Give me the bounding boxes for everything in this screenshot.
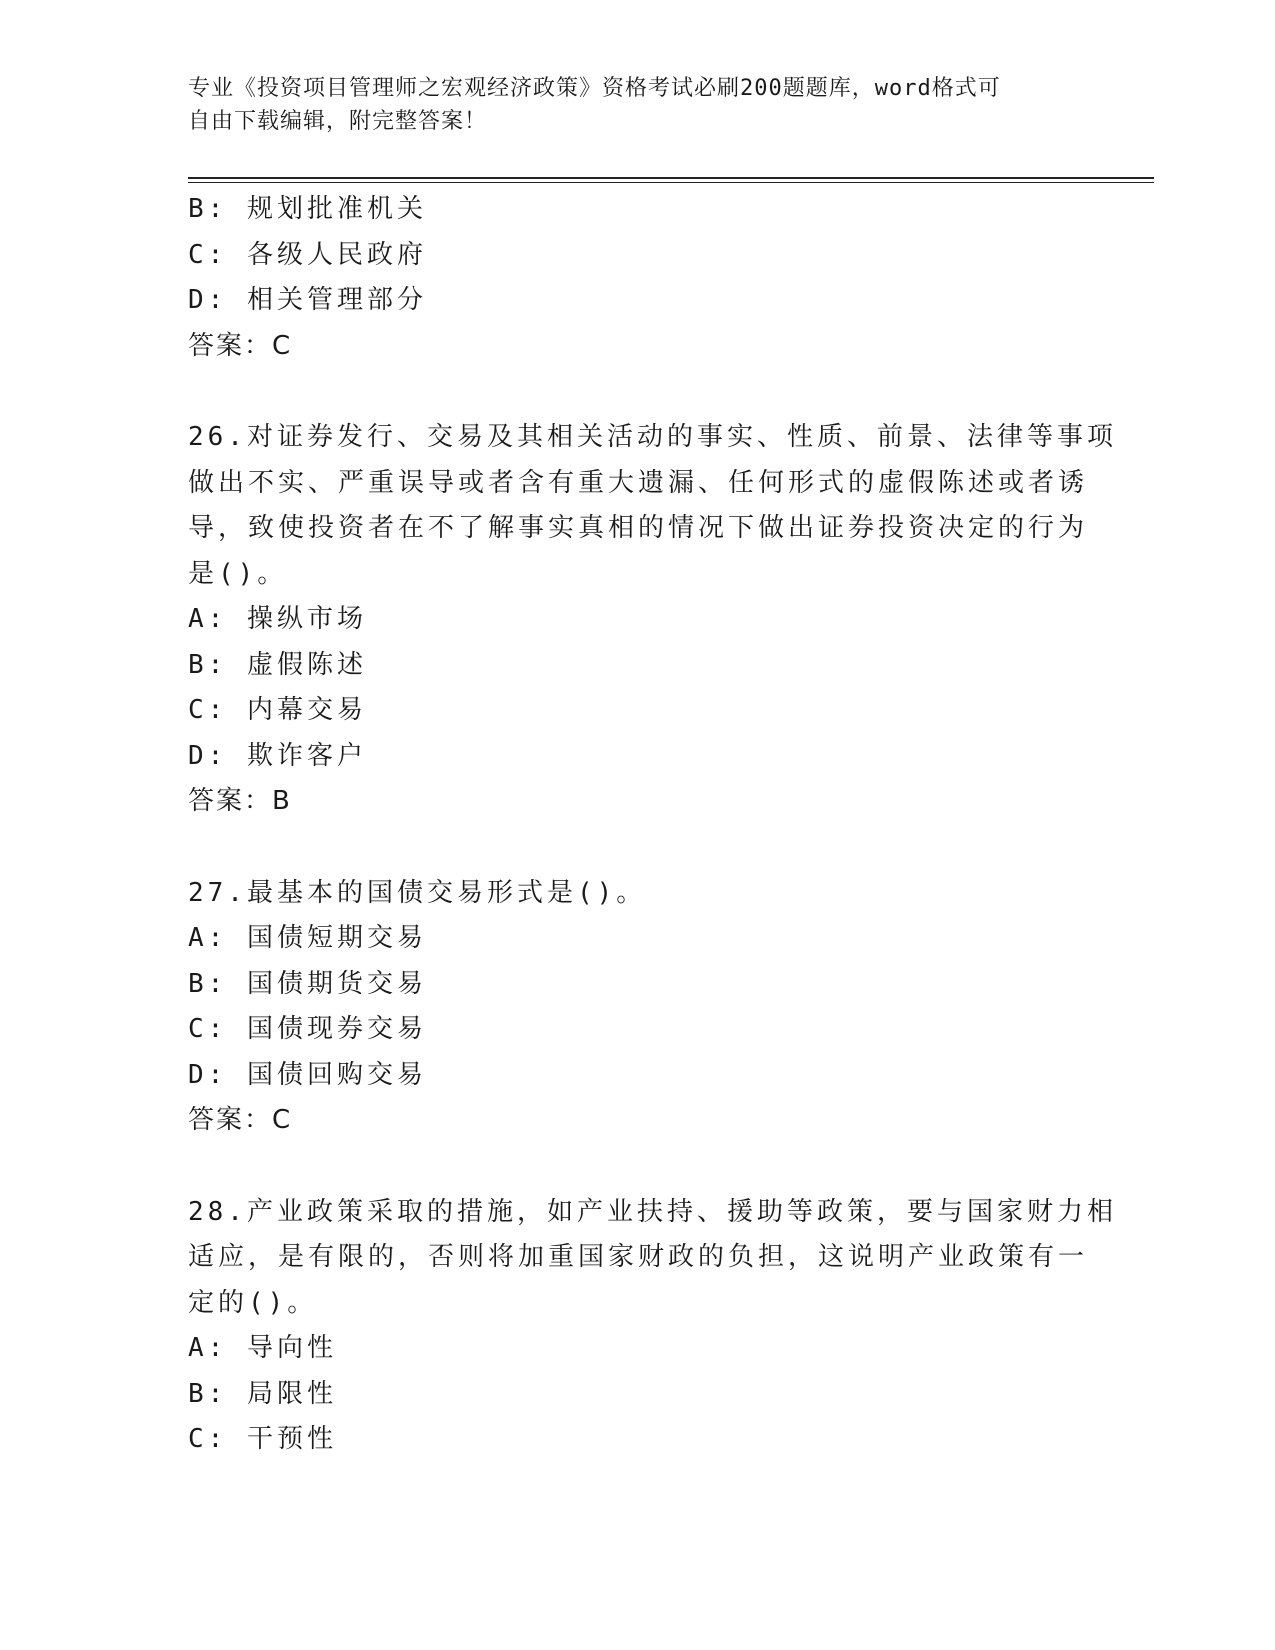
option-d: D: 相关管理部分 [188, 285, 427, 315]
header-divider-thick [188, 177, 1154, 179]
answer: 答案：B [188, 786, 292, 816]
option-c: C: 干预性 [188, 1424, 337, 1454]
question-text-line: 定的()。 [188, 1287, 318, 1318]
option-d: D: 国债回购交易 [188, 1059, 427, 1090]
option-a: A: 导向性 [188, 1333, 337, 1363]
option-b: B: 规划批准机关 [188, 194, 427, 224]
question-text-line: 28.产业政策采取的措施，如产业扶持、援助等政策，要与国家财力相 [188, 1196, 1117, 1227]
option-d: D: 欺诈客户 [188, 740, 367, 771]
question-text-line: 26.对证券发行、交易及其相关活动的事实、性质、前景、法律等事项 [188, 422, 1117, 452]
question-text-line: 导，致使投资者在不了解事实真相的情况下做出证券投资决定的行为 [188, 513, 1089, 543]
option-b: B: 国债期货交易 [188, 968, 427, 999]
option-c: C: 各级人民政府 [188, 239, 427, 270]
option-b: B: 虚假陈述 [188, 649, 367, 680]
question-text-line: 是()。 [188, 558, 288, 589]
question-27 [188, 871, 1088, 1144]
header-line-2: 自由下载编辑，附完整答案！ [188, 109, 488, 134]
question-text-line: 27.最基本的国债交易形式是()。 [188, 877, 647, 908]
answer: 答案：C [188, 1105, 293, 1135]
option-b: B: 局限性 [188, 1378, 337, 1409]
question-28 [188, 1190, 1117, 1463]
question-text-line: 做出不实、严重误导或者含有重大遗漏、任何形式的虚假陈述或者诱 [188, 467, 1089, 498]
page-header [188, 72, 1068, 138]
document-body [188, 187, 1117, 1463]
header-line-1: 专业《投资项目管理师之宏观经济政策》资格考试必刷200题题库，word格式可 [188, 76, 1001, 101]
option-c: C: 国债现券交易 [188, 1014, 427, 1044]
question-25 [188, 187, 1088, 369]
answer: 答案：C [188, 330, 293, 361]
option-a: A: 操纵市场 [188, 604, 367, 634]
option-c: C: 内幕交易 [188, 695, 367, 725]
header-divider-thin [188, 182, 1154, 183]
question-text-line: 适应，是有限的，否则将加重国家财政的负担，这说明产业政策有一 [188, 1242, 1089, 1272]
option-a: A: 国债短期交易 [188, 923, 427, 953]
question-26 [188, 415, 1117, 825]
